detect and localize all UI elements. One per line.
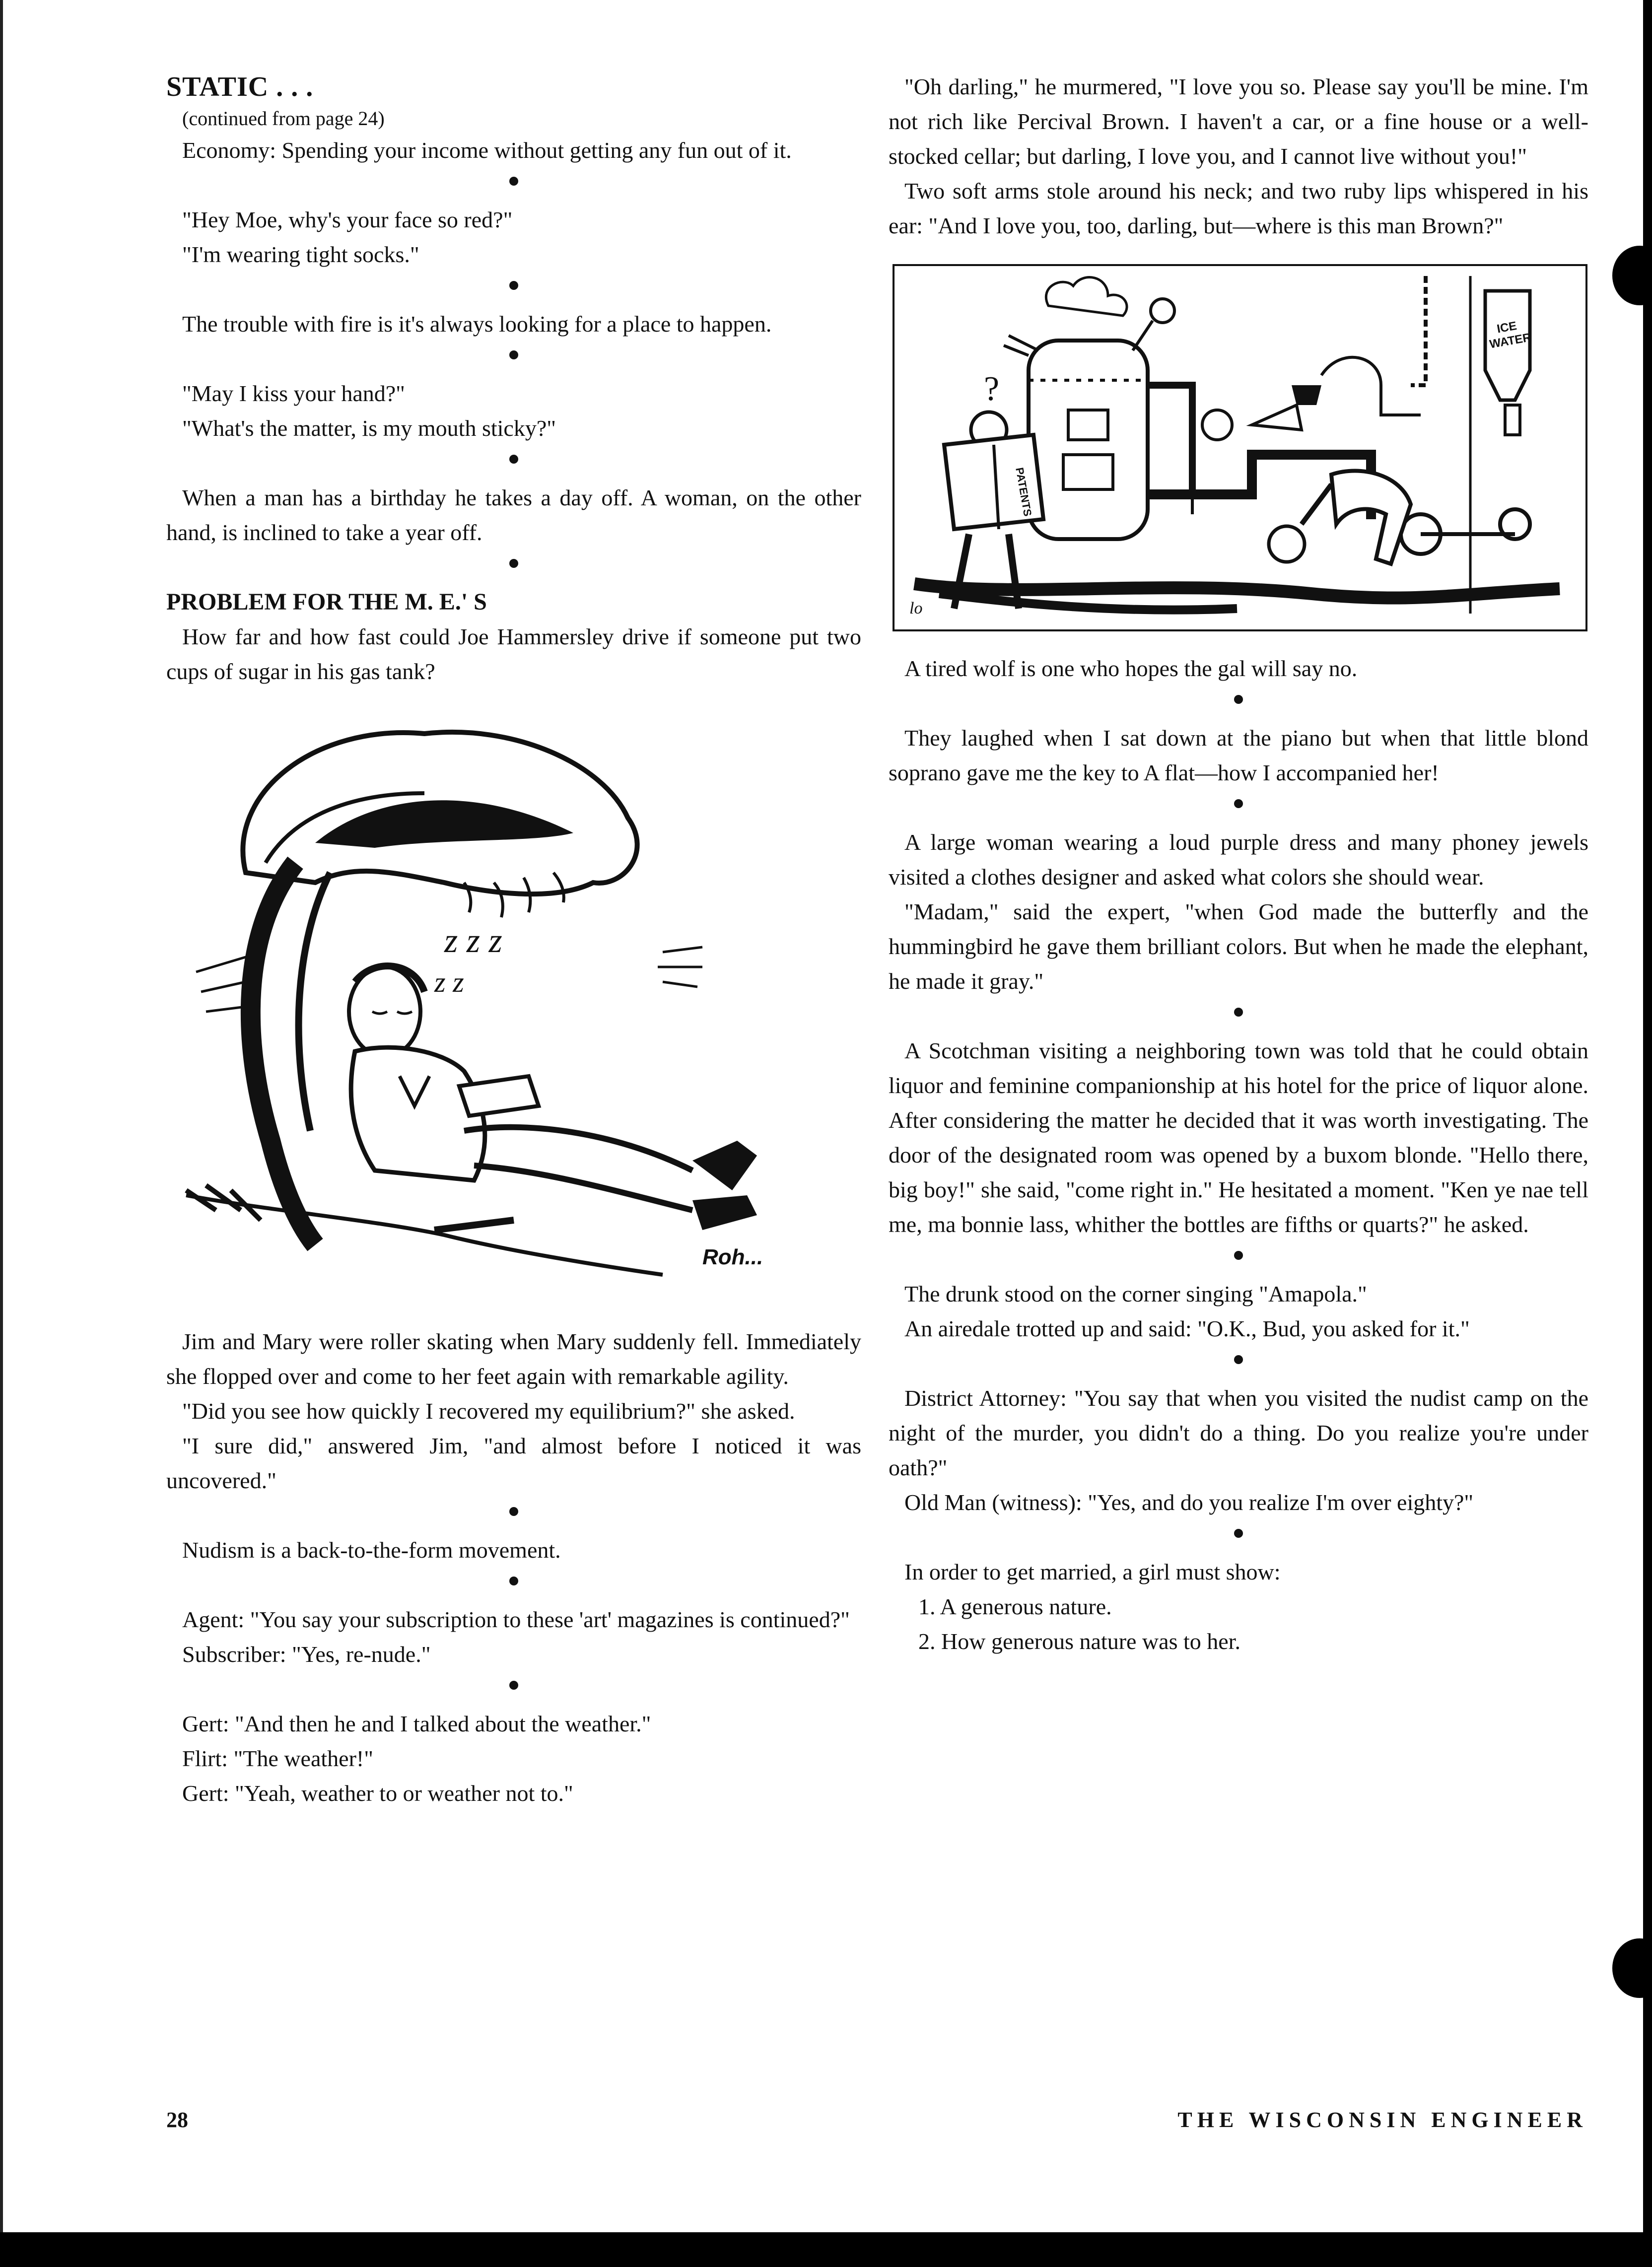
separator-dot: [1234, 1529, 1243, 1538]
separator-dot: [509, 177, 518, 186]
punch-hole-top: [1612, 246, 1652, 305]
joke-darling-punchline: Two soft arms stole around his neck; and two ruby lips whispered in his ear: "And I love you, too, darling, but—where is this man Brown?": [889, 178, 1588, 238]
left-column: [166, 69, 861, 1811]
separator-dot: [1234, 695, 1243, 704]
inventor-illustration: [895, 266, 1585, 629]
separator-dot: [509, 350, 518, 359]
section-heading: STATIC . . .: [166, 71, 314, 102]
separator-dot: [509, 1681, 518, 1690]
joke-moe-answer: "I'm wearing tight socks.": [182, 242, 419, 267]
joke-economy: Economy: Spending your income without getting any fun out of it.: [182, 137, 792, 163]
cartoon-signature-mark: lo: [909, 599, 923, 618]
snore-z-1: z z z: [444, 922, 502, 960]
sleeping-student-cartoon: [166, 694, 861, 1314]
joke-old-man: Old Man (witness): "Yes, and do you realize I'm over eighty?": [904, 1490, 1474, 1515]
joke-kiss-question: "May I kiss your hand?": [182, 381, 405, 406]
joke-scotchman: A Scotchman visiting a neighboring town was told that he could obtain liquor and feminine companionship at his hotel for the price of liquor alone. After considering the matter he decided that it was worth investigating. The door of the designated room was opened by a buxom blonde. "Hello there, big boy!" she said, "come right in." He hesitated a moment. "Ken ye nae tell me, ma bonnie lass, whither the bottles are fifths or quarts?" he asked.: [889, 1038, 1588, 1237]
joke-piano: They laughed when I sat down at the piano but when that little blond soprano gave me the key to A flat—how I accompanied her!: [889, 725, 1588, 785]
joke-district-attorney: District Attorney: "You say that when you visited the nudist camp on the night of the murder, you didn't do a thing. Do you realize you're under oath?": [889, 1385, 1588, 1480]
question-mark: ?: [984, 370, 1000, 408]
separator-dot: [1234, 1355, 1243, 1364]
joke-jim-mary-question: "Did you see how quickly I recovered my equilibrium?" she asked.: [182, 1398, 795, 1424]
inventor-cartoon: [893, 264, 1587, 631]
cartoon-signature: Roh...: [702, 1245, 763, 1269]
joke-drunk: The drunk stood on the corner singing "Amapola.": [904, 1281, 1367, 1306]
separator-dot: [509, 281, 518, 290]
page-number: 28: [166, 2108, 188, 2132]
sleeping-student-illustration: [166, 694, 861, 1314]
joke-birthday: When a man has a birthday he takes a day off. A woman, on the other hand, is inclined to take a year off.: [166, 485, 861, 545]
joke-wolf: A tired wolf is one who hopes the gal will say no.: [904, 656, 1358, 681]
separator-dot: [1234, 1008, 1243, 1017]
scan-edge-bottom: [0, 2232, 1652, 2267]
joke-kiss-answer: "What's the matter, is my mouth sticky?": [182, 415, 556, 441]
joke-gert-1: Gert: "And then he and I talked about the weather.": [182, 1711, 651, 1736]
joke-problem: How far and how fast could Joe Hammersley drive if someone put two cups of sugar in his gas tank?: [166, 624, 861, 684]
joke-nudism: Nudism is a back-to-the-form movement.: [182, 1537, 561, 1563]
separator-dot: [509, 455, 518, 464]
joke-gert-2: Gert: "Yeah, weather to or weather not to.": [182, 1781, 573, 1806]
joke-married-item-1: 1. A generous nature.: [918, 1594, 1112, 1619]
problem-heading: PROBLEM FOR THE M. E.' S: [166, 589, 487, 615]
right-column: [889, 69, 1588, 1659]
separator-dot: [1234, 799, 1243, 808]
separator-dot: [509, 559, 518, 568]
separator-dot: [509, 1577, 518, 1585]
cartoon-book-label: PATENTS: [1013, 466, 1034, 518]
separator-dot: [1234, 1251, 1243, 1260]
joke-darling: "Oh darling," he murmered, "I love you so. Please say you'll be mine. I'm not rich like Percival Brown. I haven't a car, or a fine house or a well-stocked cellar; but darling, I love you, and I cannot live without you!": [889, 74, 1588, 169]
joke-large-woman-punchline: "Madam," said the expert, "when God made the butterfly and the hummingbird he gave them brilliant colors. But when he made the elephant, he made it gray.": [889, 899, 1588, 994]
joke-airedale: An airedale trotted up and said: "O.K., Bud, you asked for it.": [904, 1316, 1470, 1341]
separator-dot: [509, 1507, 518, 1516]
joke-married-item-2: 2. How generous nature was to her.: [918, 1629, 1240, 1654]
joke-jim-mary-answer: "I sure did," answered Jim, "and almost before I noticed it was uncovered.": [166, 1433, 861, 1493]
joke-fire: The trouble with fire is it's always looking for a place to happen.: [182, 311, 772, 337]
joke-married-intro: In order to get married, a girl must show:: [904, 1559, 1281, 1584]
joke-jim-mary: Jim and Mary were roller skating when Mary suddenly fell. Immediately she flopped over and come to her feet again with remarkable agility.: [166, 1329, 861, 1389]
joke-flirt: Flirt: "The weather!": [182, 1746, 373, 1771]
joke-large-woman: A large woman wearing a loud purple dress and many phoney jewels visited a clothes designer and asked what colors she should wear.: [889, 829, 1588, 890]
cartoon-bottle-label: ICE WATER: [1488, 319, 1532, 351]
publication-title: THE WISCONSIN ENGINEER: [1177, 2108, 1587, 2132]
joke-agent: Agent: "You say your subscription to these 'art' magazines is continued?": [182, 1607, 850, 1632]
joke-moe-question: "Hey Moe, why's your face so red?": [182, 207, 513, 232]
scan-edge-left: [0, 0, 3, 2267]
snore-z-2: z z: [434, 966, 464, 998]
joke-subscriber: Subscriber: "Yes, re-nude.": [182, 1642, 431, 1667]
continued-note: (continued from page 24): [182, 107, 385, 130]
scan-edge-right: [1643, 0, 1652, 2267]
punch-hole-bottom: [1612, 1938, 1652, 1998]
